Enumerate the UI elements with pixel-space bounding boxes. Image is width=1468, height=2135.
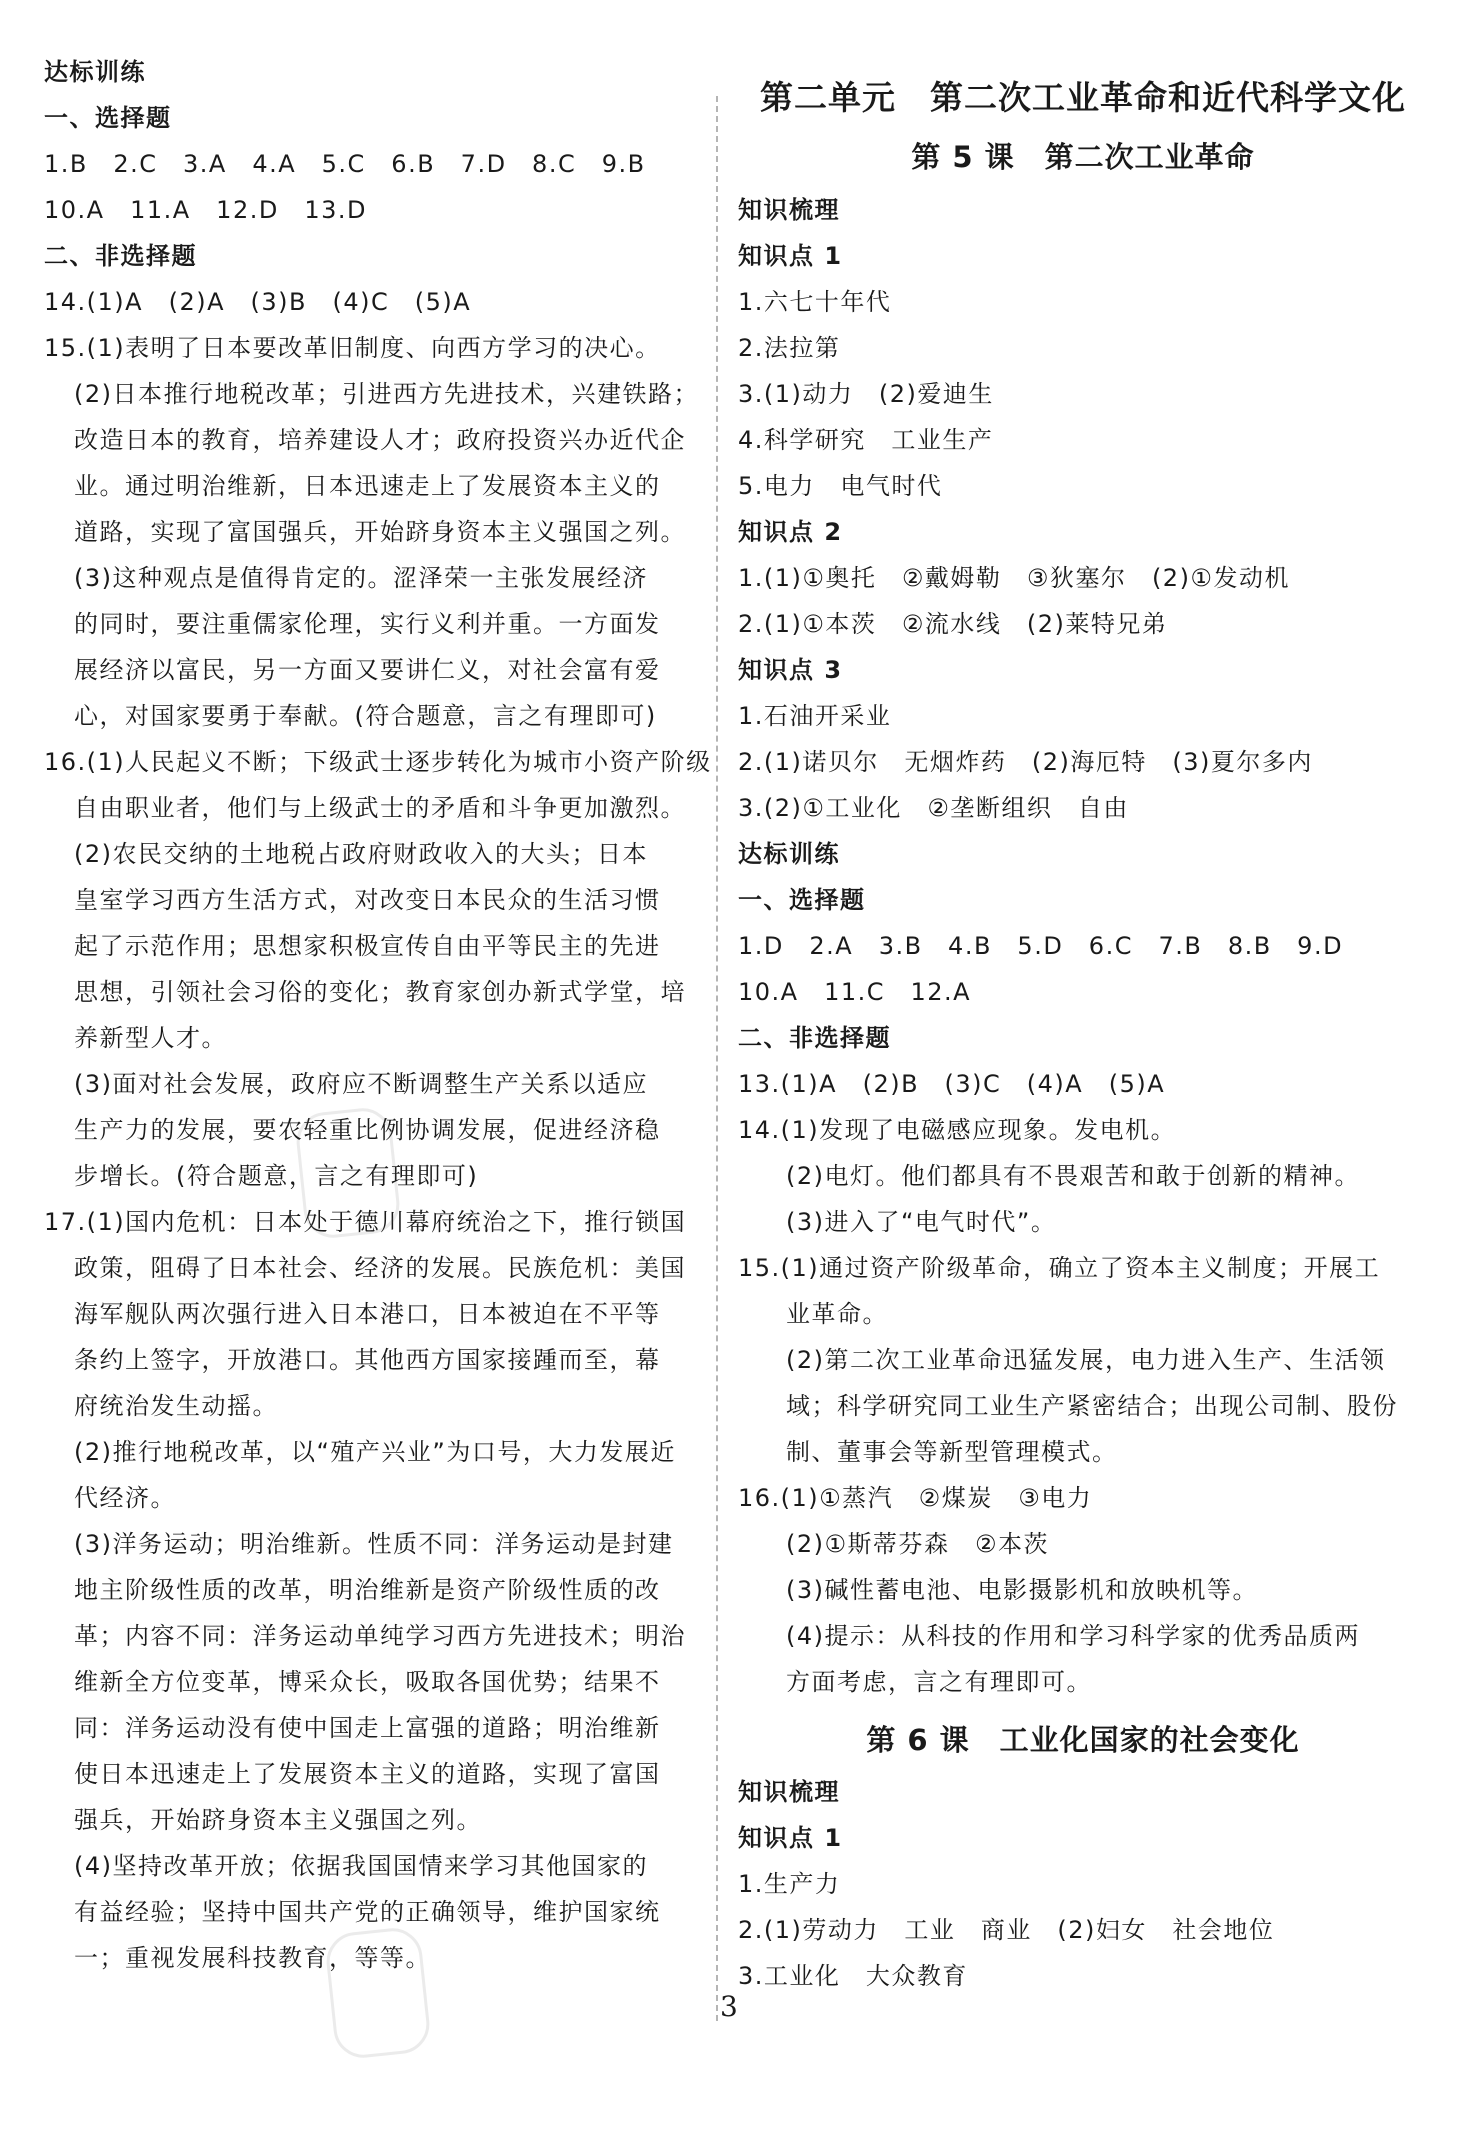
answer-line: 皇室学习西方生活方式，对改变日本民众的生活习惯 xyxy=(74,886,661,914)
answer-line: 自由职业者，他们与上级武士的矛盾和斗争更加激烈。 xyxy=(74,794,686,822)
answer-line: (2)日本推行地税改革；引进西方先进技术，兴建铁路； xyxy=(74,380,699,408)
answer-line: 使日本迅速走上了发展资本主义的道路，实现了富国 xyxy=(74,1760,661,1788)
answer-line: 代经济。 xyxy=(74,1484,176,1512)
answer-line: (3)洋务运动；明治维新。性质不同：洋务运动是封建 xyxy=(74,1530,674,1558)
answer-line: 业革命。 xyxy=(786,1300,888,1328)
answer-line: (2)农民交纳的土地税占政府财政收入的大头；日本 xyxy=(74,840,648,868)
knowledge-point-heading: 知识点 1 xyxy=(738,1824,843,1852)
answer-line: 14.(1)发现了电磁感应现象。发电机。 xyxy=(738,1116,1177,1144)
answer-line: 16.(1)①蒸汽 ②煤炭 ③电力 xyxy=(738,1484,1093,1512)
answer-line: 政策，阻碍了日本社会、经济的发展。民族危机：美国 xyxy=(74,1254,686,1282)
answer-line: (2)①斯蒂芬森 ②本茨 xyxy=(786,1530,1050,1558)
answer-line: (2)第二次工业革命迅猛发展，电力进入生产、生活领 xyxy=(786,1346,1386,1374)
answer-line: 业。通过明治维新，日本迅速走上了发展资本主义的 xyxy=(74,472,661,500)
lesson-6-title: 第 6 课 工业化国家的社会变化 xyxy=(866,1723,1300,1757)
answer-line: (3)进入了“电气时代”。 xyxy=(786,1208,1057,1236)
answer-line: 步增长。(符合题意，言之有理即可) xyxy=(74,1162,479,1190)
answer-line: 方面考虑，言之有理即可。 xyxy=(786,1668,1092,1696)
answer-line: 思想，引领社会习俗的变化；教育家创办新式学堂，培 xyxy=(74,978,686,1006)
subsection-heading: 一、选择题 xyxy=(44,104,172,132)
answer-line: (3)面对社会发展，政府应不断调整生产关系以适应 xyxy=(74,1070,648,1098)
answer-line: 2.(1)①本茨 ②流水线 (2)莱特兄弟 xyxy=(738,610,1168,638)
subsection-heading: 二、非选择题 xyxy=(44,242,197,270)
unit-title: 第二单元 第二次工业革命和近代科学文化 xyxy=(760,78,1406,117)
answer-line: 的同时，要注重儒家伦理，实行义利并重。一方面发 xyxy=(74,610,661,638)
answer-line: (2)推行地税改革，以“殖产兴业”为口号，大力发展近 xyxy=(74,1438,676,1466)
answer-line: (4)提示：从科技的作用和学习科学家的优秀品质两 xyxy=(786,1622,1360,1650)
column-divider xyxy=(716,96,718,2021)
answer-line: 心，对国家要勇于奉献。(符合题意，言之有理即可) xyxy=(74,702,657,730)
knowledge-point-heading: 知识点 1 xyxy=(738,242,843,270)
answer-line: 制、董事会等新型管理模式。 xyxy=(786,1438,1118,1466)
answer-line: 14.(1)A (2)A (3)B (4)C (5)A xyxy=(44,288,472,316)
answer-line: 道路，实现了富国强兵，开始跻身资本主义强国之列。 xyxy=(74,518,686,546)
answer-line: (3)碱性蓄电池、电影摄影机和放映机等。 xyxy=(786,1576,1258,1604)
answer-line: 域；科学研究同工业生产紧密结合；出现公司制、股份 xyxy=(786,1392,1398,1420)
subsection-heading: 二、非选择题 xyxy=(738,1024,891,1052)
answer-line: 条约上签字，开放港口。其他西方国家接踵而至，幕 xyxy=(74,1346,661,1374)
answer-line: 改造日本的教育，培养建设人才；政府投资兴办近代企 xyxy=(74,426,686,454)
answer-line: 1.六七十年代 xyxy=(738,288,892,316)
knowledge-point-heading: 知识点 2 xyxy=(738,518,843,546)
answer-line: 3.(1)动力 (2)爱迪生 xyxy=(738,380,994,408)
answer-line: 3.工业化 大众教育 xyxy=(738,1962,968,1990)
answer-line: (2)电灯。他们都具有不畏艰苦和敢于创新的精神。 xyxy=(786,1162,1360,1190)
answer-line: 17.(1)国内危机：日本处于德川幕府统治之下，推行锁国 xyxy=(44,1208,687,1236)
answer-line: 1.B 2.C 3.A 4.A 5.C 6.B 7.D 8.C 9.B xyxy=(44,150,646,178)
section-heading: 达标训练 xyxy=(44,58,146,86)
answer-line: 10.A 11.A 12.D 13.D xyxy=(44,196,367,224)
answer-line: 生产力的发展，要农轻重比例协调发展，促进经济稳 xyxy=(74,1116,661,1144)
answer-line: 5.电力 电气时代 xyxy=(738,472,943,500)
lesson-5-title: 第 5 课 第二次工业革命 xyxy=(911,140,1255,174)
answer-line: 养新型人才。 xyxy=(74,1024,227,1052)
answer-line: 16.(1)人民起义不断；下级武士逐步转化为城市小资产阶级 xyxy=(44,748,712,776)
answer-line: 10.A 11.C 12.A xyxy=(738,978,972,1006)
answer-line: 2.(1)劳动力 工业 商业 (2)妇女 社会地位 xyxy=(738,1916,1275,1944)
watermark-shape xyxy=(294,1105,403,1240)
subsection-heading: 一、选择题 xyxy=(738,886,866,914)
answer-line: 展经济以富民，另一方面又要讲仁义，对社会富有爱 xyxy=(74,656,661,684)
answer-line: 15.(1)通过资产阶级革命，确立了资本主义制度；开展工 xyxy=(738,1254,1381,1282)
knowledge-point-heading: 知识点 3 xyxy=(738,656,843,684)
section-heading: 知识梳理 xyxy=(738,196,840,224)
answer-line: 4.科学研究 工业生产 xyxy=(738,426,994,454)
answer-line: 维新全方位变革，博采众长，吸取各国优势；结果不 xyxy=(74,1668,661,1696)
section-heading: 知识梳理 xyxy=(738,1778,840,1806)
answer-line: 2.法拉第 xyxy=(738,334,841,362)
answer-line: 起了示范作用；思想家积极宣传自由平等民主的先进 xyxy=(74,932,661,960)
answer-line: 海军舰队两次强行进入日本港口，日本被迫在不平等 xyxy=(74,1300,661,1328)
answer-line: (4)坚持改革开放；依据我国国情来学习其他国家的 xyxy=(74,1852,648,1880)
answer-line: 1.生产力 xyxy=(738,1870,841,1898)
answer-line: 同：洋务运动没有使中国走上富强的道路；明治维新 xyxy=(74,1714,661,1742)
answer-line: 1.(1)①奥托 ②戴姆勒 ③狄塞尔 (2)①发动机 xyxy=(738,564,1290,592)
answer-line: 一；重视发展科技教育，等等。 xyxy=(74,1944,431,1972)
answer-line: 地主阶级性质的改革，明治维新是资产阶级性质的改 xyxy=(74,1576,661,1604)
watermark-shape xyxy=(324,1925,433,2060)
answer-line: 革；内容不同：洋务运动单纯学习西方先进技术；明治 xyxy=(74,1622,686,1650)
section-heading: 达标训练 xyxy=(738,840,840,868)
answer-line: 2.(1)诺贝尔 无烟炸药 (2)海厄特 (3)夏尔多内 xyxy=(738,748,1313,776)
answer-line: 13.(1)A (2)B (3)C (4)A (5)A xyxy=(738,1070,1166,1098)
answer-line: 1.石油开采业 xyxy=(738,702,892,730)
answer-line: 3.(2)①工业化 ②垄断组织 自由 xyxy=(738,794,1129,822)
answer-line: 15.(1)表明了日本要改革旧制度、向西方学习的决心。 xyxy=(44,334,661,362)
answer-line: (3)这种观点是值得肯定的。涩泽荣一主张发展经济 xyxy=(74,564,648,592)
answer-line: 1.D 2.A 3.B 4.B 5.D 6.C 7.B 8.B 9.D xyxy=(738,932,1344,960)
answer-line: 府统治发生动摇。 xyxy=(74,1392,278,1420)
answer-line: 有益经验；坚持中国共产党的正确领导，维护国家统 xyxy=(74,1898,661,1926)
page-number: 3 xyxy=(720,1990,738,2023)
answer-line: 强兵，开始跻身资本主义强国之列。 xyxy=(74,1806,482,1834)
